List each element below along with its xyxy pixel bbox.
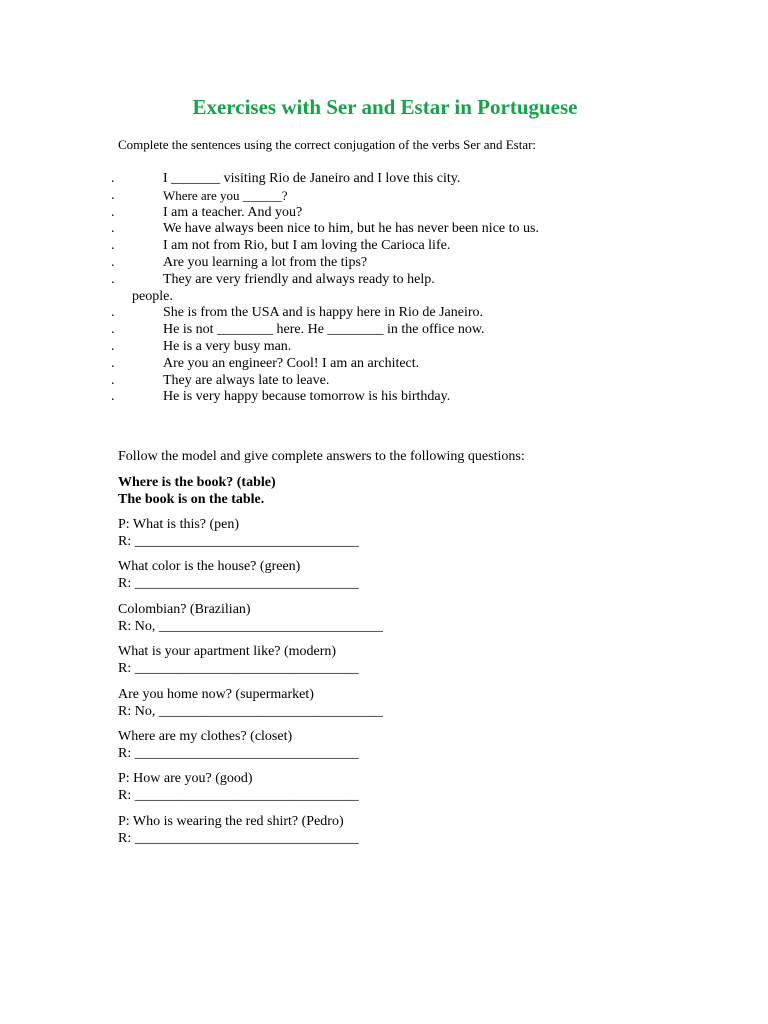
exercise-text: They are always late to leave.: [163, 372, 330, 388]
list-bullet: .: [111, 187, 115, 203]
list-bullet: .: [111, 389, 115, 405]
exercise-item: [0, 220, 768, 237]
exercise-item: [0, 338, 768, 355]
question-item: [118, 686, 383, 728]
question-item: [118, 516, 383, 558]
exercise-text: They are very friendly and always ready to help.: [163, 271, 435, 287]
wrapped-continuation: [0, 288, 768, 305]
answer-line: R: ________________________________: [118, 661, 359, 677]
exercise-item: [0, 271, 768, 288]
question-text: P: What is this? (pen): [118, 517, 240, 532]
question-text: P: How are you? (good): [118, 771, 253, 787]
exercise-text: Are you an engineer? Cool! I am an architect.: [163, 355, 420, 371]
exercise-text: Where are you ______?: [163, 187, 288, 203]
question-item: [118, 813, 383, 855]
list-bullet: .: [111, 372, 115, 388]
list-bullet: .: [111, 204, 115, 220]
exercise-item: [0, 237, 768, 254]
list-bullet: .: [111, 322, 115, 338]
answer-line: R: No, ________________________________: [118, 703, 383, 719]
answer-line: R: ________________________________: [118, 830, 359, 846]
exercise-item: [0, 170, 768, 187]
exercise-item: [0, 204, 768, 221]
exercise-item: [0, 321, 768, 338]
continuation-text: people.: [132, 288, 173, 304]
list-bullet: .: [111, 338, 115, 354]
exercise-text: She is from the USA and is happy here in Rio de Janeiro.: [163, 305, 484, 321]
exercise-text: I am a teacher. And you?: [163, 204, 303, 220]
list-bullet: .: [111, 271, 115, 287]
exercise-item: [0, 388, 768, 405]
exercise-text: He is very happy because tomorrow is his birthday.: [163, 389, 451, 405]
exercise-item: [0, 254, 768, 271]
questions-instruction: Follow the model and give complete answers to the following questions:: [118, 449, 525, 464]
exercise-text: We have always been nice to him, but he has never been nice to us.: [163, 221, 539, 237]
list-bullet: .: [111, 171, 115, 186]
answer-line: R: No, ________________________________: [118, 618, 383, 634]
question-text: Colombian? (Brazilian): [118, 601, 251, 617]
question-text: Where are my clothes? (closet): [118, 728, 293, 744]
page-title: Exercises with Ser and Estar in Portuguese: [192, 95, 578, 119]
model-answer: The book is on the table.: [118, 492, 265, 507]
question-text: What is your apartment like? (modern): [118, 644, 337, 660]
exercise-item: [0, 187, 768, 204]
intro-instruction: Complete the sentences using the correct conjugation of the verbs Ser and Estar:: [118, 137, 537, 152]
question-item: [118, 601, 383, 643]
exercise-text: He is a very busy man.: [163, 338, 292, 354]
exercise-item: [0, 355, 768, 372]
model-example: [118, 474, 276, 508]
question-item: [118, 643, 383, 685]
exercise-text: I am not from Rio, but I am loving the Carioca life.: [163, 238, 451, 254]
exercise-text: Are you learning a lot from the tips?: [163, 254, 368, 270]
exercise-item: [0, 372, 768, 389]
answer-line: R: ________________________________: [118, 788, 359, 804]
exercise-item: [0, 304, 768, 321]
question-text: Are you home now? (supermarket): [118, 686, 314, 702]
question-item: [118, 728, 383, 770]
list-bullet: .: [111, 254, 115, 270]
answer-line: R: ________________________________: [118, 745, 359, 761]
question-text: P: Who is wearing the red shirt? (Pedro): [118, 813, 344, 829]
question-item: [118, 558, 383, 600]
model-question: Where is the book? (table): [118, 475, 276, 490]
exercise-list: [0, 170, 768, 405]
question-item: [118, 770, 383, 812]
exercise-text: I _______ visiting Rio de Janeiro and I love this city.: [163, 171, 461, 186]
answer-line: R: ________________________________: [118, 576, 359, 592]
answer-line: R: ________________________________: [118, 534, 359, 549]
list-bullet: .: [111, 355, 115, 371]
list-bullet: .: [111, 305, 115, 321]
question-text: What color is the house? (green): [118, 559, 301, 575]
list-bullet: .: [111, 238, 115, 254]
exercise-text: He is not ________ here. He ________ in the office now.: [163, 322, 485, 338]
list-bullet: .: [111, 221, 115, 237]
question-list: [118, 516, 383, 855]
